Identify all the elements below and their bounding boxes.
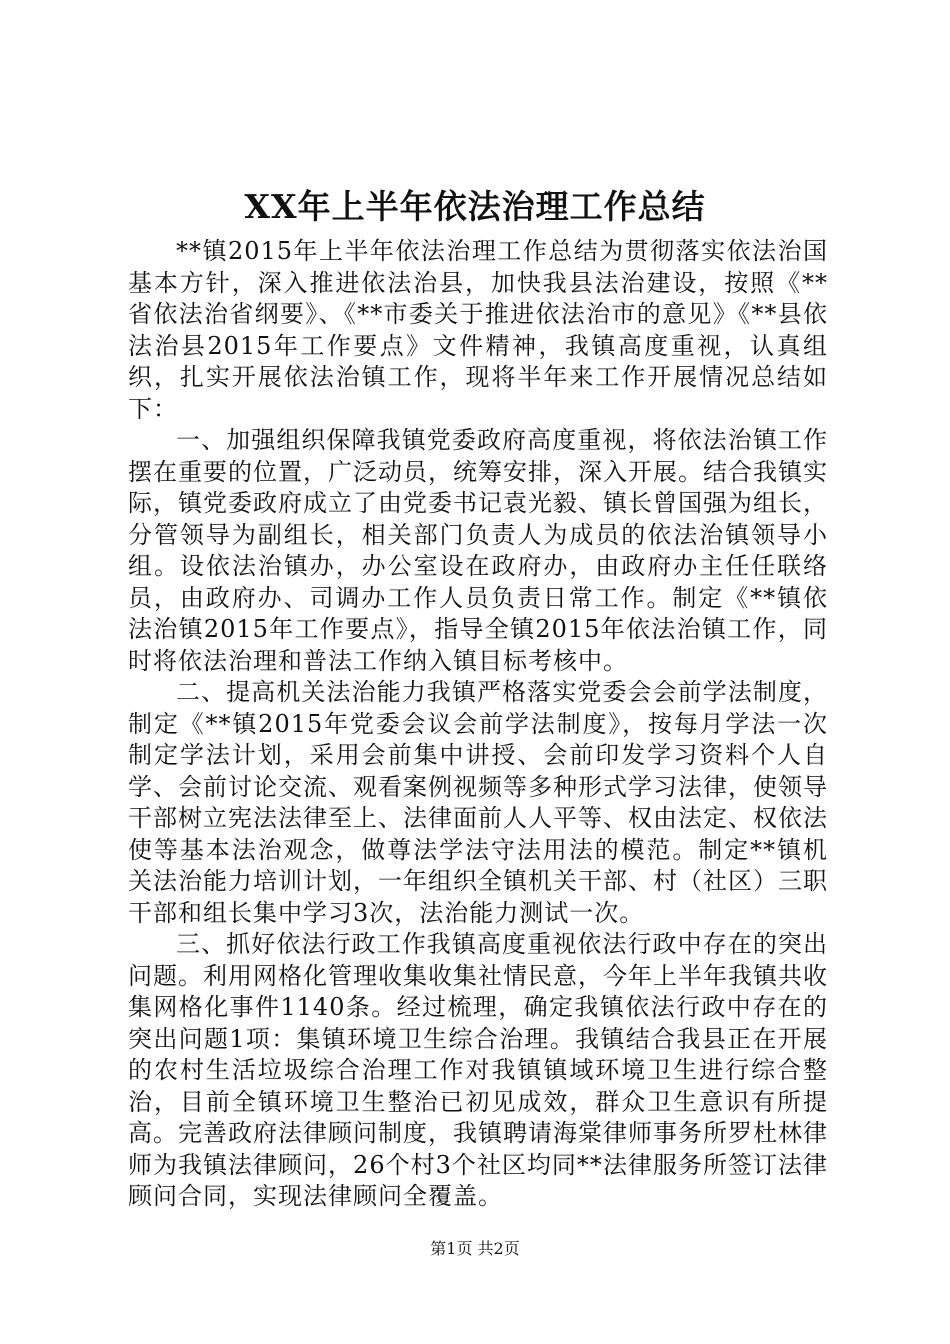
section-one-paragraph: 一、加强组织保障我镇党委政府高度重视，将依法治镇工作摆在重要的位置，广泛动员，统筹安排，深入开展。结合我镇实际，镇党委政府成立了由党委书记袁光毅、镇长曾国强为组长，分管领导为副组长，相关部门负责人为成员的依法治镇领导小组。设依法治镇办，办公室设在政府办，由政府办主任任联络员，由政府办、司调办工作人员负责日常工作。制定《**镇依法治镇2015年工作要点》，指导全镇2015年依法治镇工作，同时将依法治理和普法工作纳入镇目标考核中。 [128, 426, 828, 675]
document-body [128, 236, 828, 1213]
page-number-footer: 第1页 共2页 [430, 1239, 520, 1258]
document-title: XX年上半年依法治理工作总结 [244, 187, 706, 226]
intro-paragraph: **镇2015年上半年依法治理工作总结为贯彻落实依法治国基本方针，深入推进依法治县，加快我县法治建设，按照《**省依法治省纲要》、《**市委关于推进依法治市的意见》《**县依法治县2015年工作要点》文件精神，我镇高度重视，认真组织，扎实开展依法治镇工作，现将半年来工作开展情况总结如下： [128, 237, 828, 423]
section-three-paragraph: 三、抓好依法行政工作我镇高度重视依法行政中存在的突出问题。利用网格化管理收集收集社情民意，今年上半年我镇共收集网格化事件1140条。经过梳理，确定我镇依法行政中存在的突出问题1项：集镇环境卫生综合治理。我镇结合我县正在开展的农村生活垃圾综合治理工作对我镇镇域环境卫生进行综合整治，目前全镇环境卫生整治已初见成效，群众卫生意识有所提高。完善政府法律顾问制度，我镇聘请海棠律师事务所罗杜林律师为我镇法律顾问，26个村3个社区均同**法律服务所签订法律顾问合同，实现法律顾问全覆盖。 [128, 930, 828, 1210]
section-two-paragraph: 二、提高机关法治能力我镇严格落实党委会会前学法制度，制定《**镇2015年党委会议会前学法制度》，按每月学法一次制定学法计划，采用会前集中讲授、会前印发学习资料个人自学、会前讨论交流、观看案例视频等多种形式学习法律，使领导干部树立宪法法律至上、法律面前人人平等、权由法定、权依法使等基本法治观念，做尊法学法守法用法的模范。制定**镇机关法治能力培训计划，一年组织全镇机关干部、村（社区）三职干部和组长集中学习3次，法治能力测试一次。 [128, 678, 828, 927]
